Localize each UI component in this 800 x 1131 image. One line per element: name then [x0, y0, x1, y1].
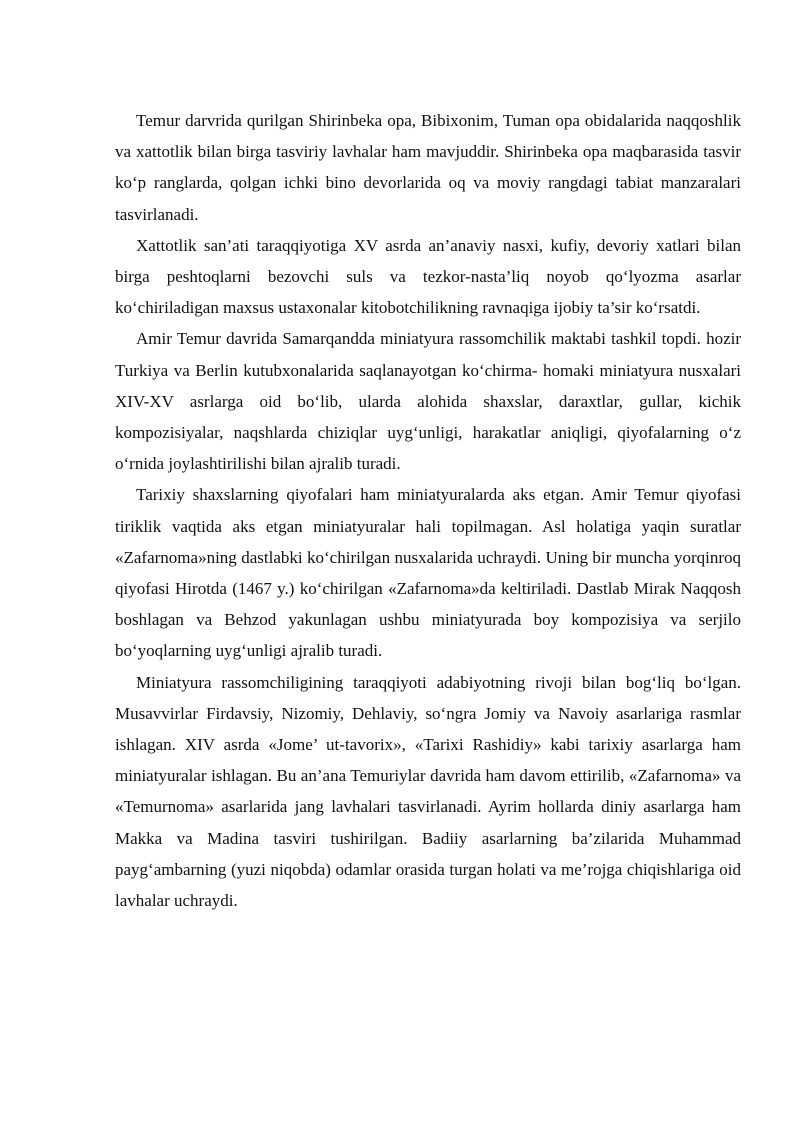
- paragraph-calligraphy: Xattotlik san’ati taraqqiyotiga XV asrda an’anaviy nasxi, kufiy, devoriy xatlari bilan birga peshtoqlarni bezovchi suls va tezkor-nasta’liq noyob qo‘lyozma asarlar ko‘chiriladigan maxsus ustaxonalar kitobotchilikning ravnaqiga ijobiy ta’sir ko‘rsatdi.: [115, 235, 741, 318]
- paragraph-miniature-and-literature: Miniatyura rassomchiligining taraqqiyoti adabiyotning rivoji bilan bog‘liq bo‘lgan. Musavvirlar Firdavsiy, Nizomiy, Dehlaviy, so‘ngra Jomiy va Navoiy asarlariga rasmlar ishlagan. XIV asrda «Jome’ ut-tavorix», «Tarixi Rashidiy» kabi tarixiy asarlarga ham miniatyuralar ishlagan. Bu an’ana Temuriylar davrida ham davom ettirilib, «Zafarnoma» va «Temurnoma» asarlarida jang lavhalari tasvirlanadi. Ayrim hollarda diniy asarlarga ham Makka va Madina tasviri tushirilgan. Badiiy asarlarning ba’zilarida Muhammad payg‘ambarning (yuzi niqobda) odamlar orasida turgan holati va me’rojga chiqishlariga oid lavhalar uchraydi.: [115, 672, 741, 911]
- paragraph-samarkand-miniature-school: Amir Temur davrida Samarqandda miniatyura rassomchilik maktabi tashkil topdi. hozir Turkiya va Berlin kutubxonalarida saqlanayotgan ko‘chirma- homaki miniatyura nusxalari XIV-XV asrlarga oid bo‘lib, ularda alohida shaxslar, daraxtlar, gullar, kichik kompozisiyalar, naqshlarda chiziqlar uyg‘unligi, harakatlar aniqligi, qiyofalarning o‘z o‘rnida joylashtirilishi bilan ajralib turadi.: [115, 329, 741, 474]
- document-body: [115, 105, 741, 916]
- paragraph-temur-buildings: Temur darvrida qurilgan Shirinbeka opa, Bibixonim, Tuman opa obidalarida naqqoshlik va xattotlik bilan birga tasviriy lavhalar ham mavjuddir. Shirinbeka opa maqbarasida tasvir ko‘p ranglarda, qolgan ichki bino devorlarida oq va moviy rangdagi tabiat manzaralari tasvirlanadi.: [115, 111, 741, 224]
- paragraph-historical-portraits: Tarixiy shaxslarning qiyofalari ham miniatyuralarda aks etgan. Amir Temur qiyofasi tiriklik vaqtida aks etgan miniatyuralar hali topilmagan. Asl holatiga yaqin suratlar «Zafarnoma»ning dastlabki ko‘chirilgan nusxalarida uchraydi. Uning bir muncha yorqinroq qiyofasi Hirotda (1467 y.) ko‘chirilgan «Zafarnoma»da keltiriladi. Dastlab Mirak Naqqosh boshlagan va Behzod yakunlagan ushbu miniatyurada boy kompozisiya va serjilo bo‘yoqlarning uyg‘unligi ajralib turadi.: [115, 485, 741, 661]
